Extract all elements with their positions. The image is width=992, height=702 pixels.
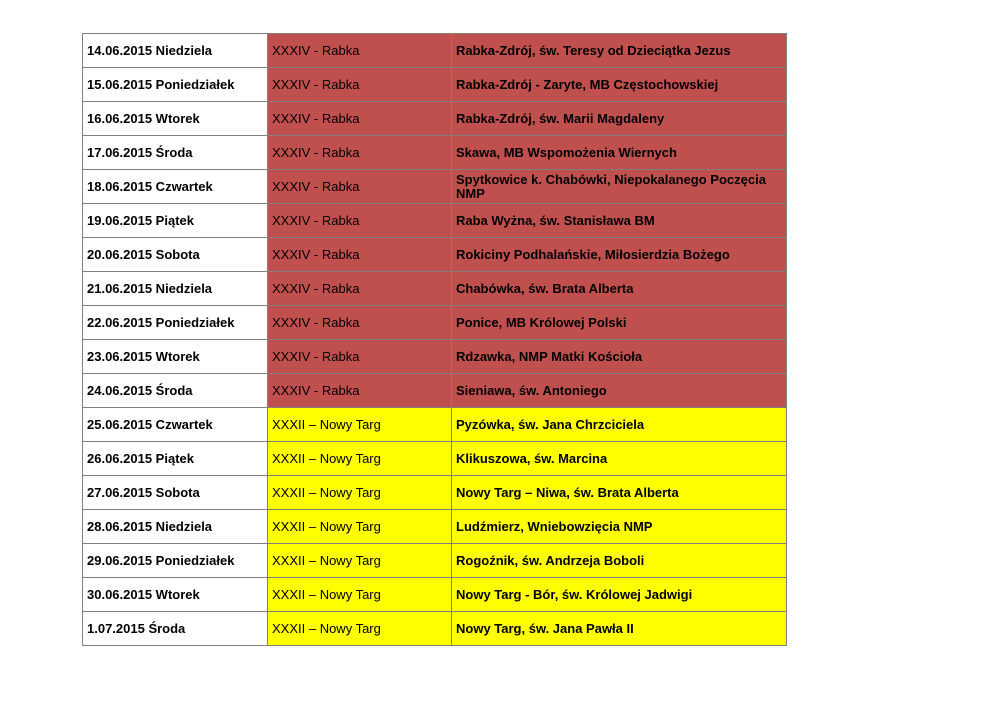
deanery-cell: XXXII – Nowy Targ <box>268 442 452 476</box>
table-row <box>83 544 787 578</box>
date-cell: 14.06.2015 Niedziela <box>83 34 268 68</box>
table-row <box>83 374 787 408</box>
table-row <box>83 272 787 306</box>
deanery-cell: XXXIV - Rabka <box>268 102 452 136</box>
parish-cell: Rabka-Zdrój, św. Marii Magdaleny <box>452 102 787 136</box>
date-cell: 17.06.2015 Środa <box>83 136 268 170</box>
deanery-cell: XXXIV - Rabka <box>268 34 452 68</box>
date-cell: 23.06.2015 Wtorek <box>83 340 268 374</box>
parish-cell: Nowy Targ – Niwa, św. Brata Alberta <box>452 476 787 510</box>
table-row <box>83 476 787 510</box>
table-row <box>83 442 787 476</box>
table-row <box>83 204 787 238</box>
parish-cell: Ponice, MB Królowej Polski <box>452 306 787 340</box>
date-cell: 19.06.2015 Piątek <box>83 204 268 238</box>
parish-cell: Rokiciny Podhalańskie, Miłosierdzia Bożego <box>452 238 787 272</box>
parish-cell: Nowy Targ - Bór, św. Królowej Jadwigi <box>452 578 787 612</box>
table-row <box>83 136 787 170</box>
deanery-cell: XXXIV - Rabka <box>268 340 452 374</box>
deanery-cell: XXXII – Nowy Targ <box>268 476 452 510</box>
parish-cell: Skawa, MB Wspomożenia Wiernych <box>452 136 787 170</box>
date-cell: 28.06.2015 Niedziela <box>83 510 268 544</box>
table-row <box>83 306 787 340</box>
deanery-cell: XXXIV - Rabka <box>268 238 452 272</box>
parish-cell: Ludźmierz, Wniebowzięcia NMP <box>452 510 787 544</box>
parish-cell: Chabówka, św. Brata Alberta <box>452 272 787 306</box>
schedule-table <box>82 33 787 646</box>
date-cell: 29.06.2015 Poniedziałek <box>83 544 268 578</box>
deanery-cell: XXXIV - Rabka <box>268 170 452 204</box>
deanery-cell: XXXII – Nowy Targ <box>268 612 452 646</box>
schedule-table-body <box>83 34 787 646</box>
table-row <box>83 170 787 204</box>
table-row <box>83 340 787 374</box>
parish-cell: Rdzawka, NMP Matki Kościoła <box>452 340 787 374</box>
parish-cell: Raba Wyżna, św. Stanisława BM <box>452 204 787 238</box>
date-cell: 21.06.2015 Niedziela <box>83 272 268 306</box>
deanery-cell: XXXIV - Rabka <box>268 136 452 170</box>
deanery-cell: XXXIV - Rabka <box>268 204 452 238</box>
deanery-cell: XXXII – Nowy Targ <box>268 408 452 442</box>
date-cell: 20.06.2015 Sobota <box>83 238 268 272</box>
date-cell: 30.06.2015 Wtorek <box>83 578 268 612</box>
table-row <box>83 68 787 102</box>
deanery-cell: XXXIV - Rabka <box>268 374 452 408</box>
table-row <box>83 102 787 136</box>
date-cell: 16.06.2015 Wtorek <box>83 102 268 136</box>
table-row <box>83 238 787 272</box>
parish-cell: Pyzówka, św. Jana Chrzciciela <box>452 408 787 442</box>
parish-cell: Sieniawa, św. Antoniego <box>452 374 787 408</box>
date-cell: 27.06.2015 Sobota <box>83 476 268 510</box>
table-row <box>83 408 787 442</box>
date-cell: 26.06.2015 Piątek <box>83 442 268 476</box>
parish-cell: Rogoźnik, św. Andrzeja Boboli <box>452 544 787 578</box>
date-cell: 15.06.2015 Poniedziałek <box>83 68 268 102</box>
deanery-cell: XXXIV - Rabka <box>268 68 452 102</box>
table-row <box>83 34 787 68</box>
table-row <box>83 612 787 646</box>
parish-cell: Nowy Targ, św. Jana Pawła II <box>452 612 787 646</box>
deanery-cell: XXXIV - Rabka <box>268 306 452 340</box>
date-cell: 25.06.2015 Czwartek <box>83 408 268 442</box>
date-cell: 1.07.2015 Środa <box>83 612 268 646</box>
deanery-cell: XXXII – Nowy Targ <box>268 510 452 544</box>
parish-cell: Rabka-Zdrój - Zaryte, MB Częstochowskiej <box>452 68 787 102</box>
table-row <box>83 578 787 612</box>
parish-cell: Rabka-Zdrój, św. Teresy od Dzieciątka Jezus <box>452 34 787 68</box>
table-row <box>83 510 787 544</box>
schedule-sheet <box>82 33 785 646</box>
deanery-cell: XXXIV - Rabka <box>268 272 452 306</box>
date-cell: 22.06.2015 Poniedziałek <box>83 306 268 340</box>
parish-cell: Spytkowice k. Chabówki, Niepokalanego Poczęcia NMP <box>452 170 787 204</box>
deanery-cell: XXXII – Nowy Targ <box>268 578 452 612</box>
date-cell: 24.06.2015 Środa <box>83 374 268 408</box>
deanery-cell: XXXII – Nowy Targ <box>268 544 452 578</box>
date-cell: 18.06.2015 Czwartek <box>83 170 268 204</box>
parish-cell: Klikuszowa, św. Marcina <box>452 442 787 476</box>
